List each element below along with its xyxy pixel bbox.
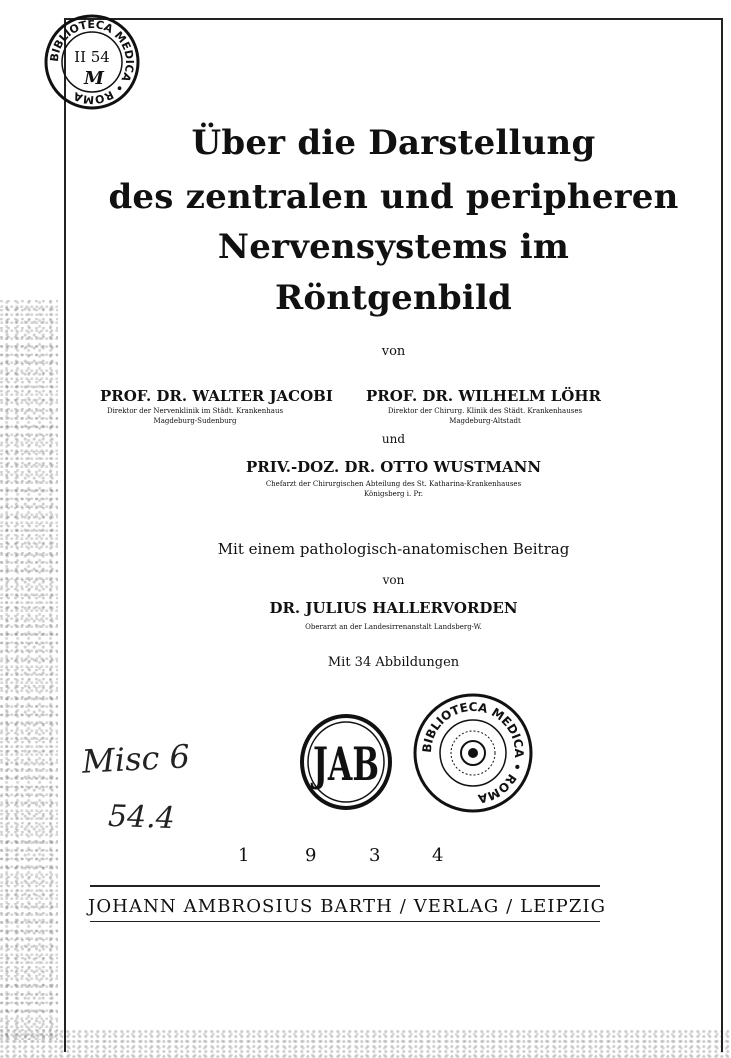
title-line-4: Röntgenbild: [274, 278, 513, 318]
year-digit: 9: [305, 845, 317, 866]
author-loehr: PROF. DR. WILHELM LÖHR: [366, 387, 601, 405]
author-jacobi-affiliation: [100, 406, 290, 426]
year-digit: 4: [432, 845, 444, 866]
contribution-line: Mit einem pathologisch-anatomischen Beitrag: [217, 540, 570, 558]
year-digit: 3: [369, 845, 381, 866]
title-line-1: Über die Darstellung: [191, 123, 596, 163]
affiliation-line: Direktor der Chirurg. Klinik des Städt. Krankenhauses: [387, 407, 583, 415]
affiliation-line: Magdeburg-Sudenburg: [153, 417, 237, 425]
affiliation-line: Königsberg i. Pr.: [364, 490, 423, 498]
title-line-2: des zentralen und peripheren: [108, 177, 679, 217]
affiliation-line: Chefarzt der Chirurgischen Abteilung des St. Katharina-Krankenhauses: [265, 480, 522, 488]
author-wustmann: PRIV.-DOZ. DR. OTTO WUSTMANN: [245, 458, 542, 476]
und-label: und: [381, 432, 406, 446]
publisher-rule-bottom: [90, 921, 600, 922]
von-label-2: von: [382, 573, 405, 587]
author-hallervorden-affiliation: [64, 622, 723, 632]
publisher-line: JOHANN AMBROSIUS BARTH / VERLAG / LEIPZIG: [88, 896, 607, 917]
year-digit: 1: [238, 845, 250, 866]
affiliation-line: Magdeburg-Altstadt: [449, 417, 521, 425]
author-jacobi: PROF. DR. WALTER JACOBI: [100, 387, 333, 405]
affiliation-line: Oberarzt an der Landesirrenanstalt Landsberg-W.: [305, 623, 482, 631]
stamp-arc-text: BIBLIOTECA MEDICA • ROMA: [47, 17, 137, 107]
stamp-shelfmark: II 54: [74, 48, 110, 66]
illustrations-note: Mit 34 Abbildungen: [327, 655, 460, 670]
von-label-1: von: [381, 344, 406, 359]
author-wustmann-affiliation: [64, 479, 723, 499]
handwritten-note-2: 54.4: [107, 798, 176, 837]
stamp-initials: M: [84, 68, 104, 89]
handwritten-note-1: Misc 6: [81, 737, 191, 781]
scan-noise-left: [0, 300, 58, 1040]
stamp-arc-text: BIBLIOTECA MEDICA • ROMA: [419, 699, 527, 806]
author-loehr-affiliation: [370, 406, 600, 426]
author-hallervorden: DR. JULIUS HALLERVORDEN: [269, 599, 518, 617]
publisher-logo: [298, 712, 394, 812]
title-line-3: Nervensystems im: [217, 227, 570, 267]
affiliation-line: Direktor der Nervenklinik im Städt. Krankenhaus: [106, 407, 284, 415]
library-stamp-right: [410, 690, 536, 816]
publisher-rule-top: [90, 885, 600, 887]
publisher-logo-letters: JAB: [310, 737, 379, 791]
library-stamp-top: [42, 12, 142, 112]
